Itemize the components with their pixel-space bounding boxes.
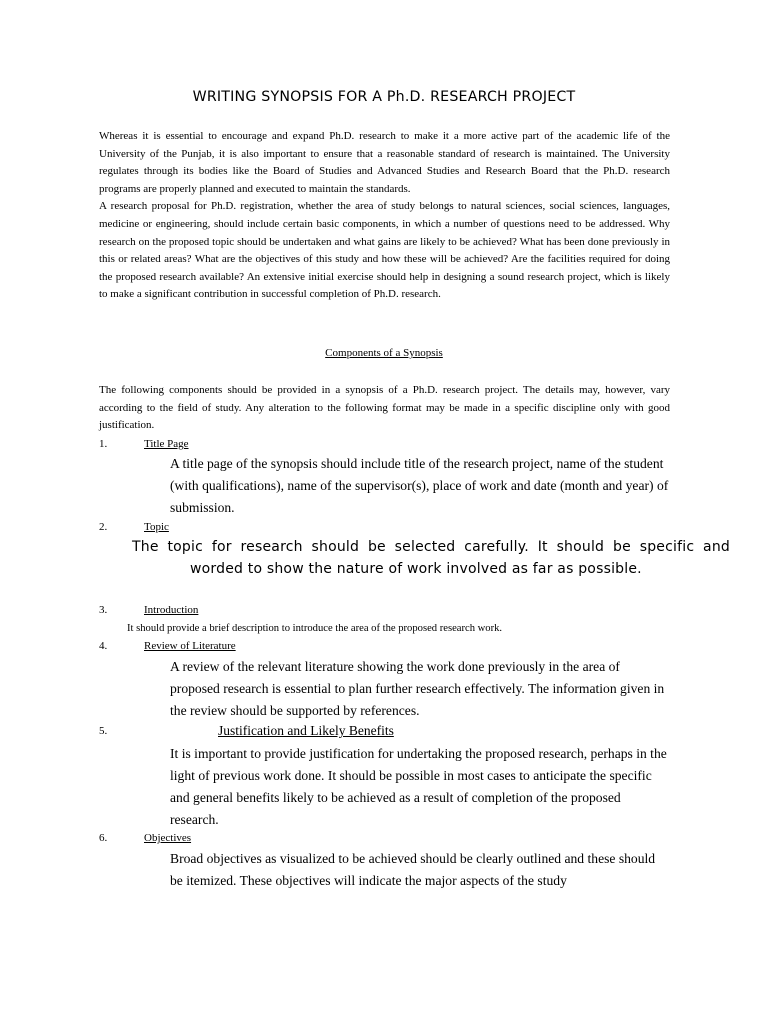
item-label-justification: Justification and Likely Benefits — [218, 723, 394, 738]
item-text-justification: It is important to provide justification for undertaking the proposed research, perhaps in the light of previous work done. It should be possible in most cases to anticipate the specific and general benefits likely to be achieved as a result of completion of the proposed research. — [170, 746, 667, 827]
intro-paragraph-1: Whereas it is essential to encourage and expand Ph.D. research to make it a more active part of the academic life of the University of the Punjab, it is also important to ensure that a reasonable standard of research is maintained. The University regulates through its bodies like the Board of Studies and Advanced Studies and Research Board that the Ph.D. research programs are properly planned and executed to maintain the standards. — [99, 130, 670, 195]
intro-section — [99, 128, 670, 304]
intro-paragraph-2: A research proposal for Ph.D. registration, whether the area of study belongs to natural sciences, social sciences, languages, medicine or engineering, should include certain basic components, in which a number of questions need to be addressed. Why research on the proposed topic should be undertaken and what gains are likely to be achieved? What has been done previously in this or related areas? What are the objectives of this study and how these will be achieved? Are the facilities required for doing the proposed research available? An extensive initial exercise should help in designing a sound research project, which is likely to make a significant contribution in successful completion of Ph.D. research. — [99, 200, 670, 301]
components-intro: The following components should be provided in a synopsis of a Ph.D. research project. The details may, however, vary according to the field of study. Any alteration to the following format may be made in a specific discipline only with good justification. — [99, 384, 670, 431]
item-label-objectives: Objectives — [144, 832, 192, 844]
item-label-title-page: Title Page — [144, 438, 189, 450]
item-label-review-of-literature: Review of Literature — [144, 640, 236, 652]
item-number: 5. — [99, 725, 108, 737]
item-text-title-page: A title page of the synopsis should include title of the research project, name of the student (with qualifications), name of the supervisor(s), place of work and date (month and year) of submission. — [170, 456, 669, 515]
item-label-introduction: Introduction — [144, 604, 199, 616]
item-label-topic: Topic — [144, 521, 169, 533]
item-text-review-of-literature: A review of the relevant literature showing the work done previously in the area of proposed research is essential to plan further research effectively. The information given in the review should be supported by references. — [170, 659, 665, 718]
item-number: 3. — [99, 604, 108, 616]
item-number: 1. — [99, 438, 108, 450]
components-heading: Components of a Synopsis — [325, 347, 443, 359]
item-number: 6. — [99, 832, 108, 844]
item-text-topic: The topic for research should be selected carefully. It should be specific and worded to show the nature of work involved as far as possible. — [132, 539, 730, 577]
document-title: WRITING SYNOPSIS FOR A Ph.D. RESEARCH PROJECT — [192, 89, 576, 105]
item-text-introduction: It should provide a brief description to introduce the area of the proposed research work. — [127, 623, 503, 634]
item-number: 2. — [99, 521, 108, 533]
item-text-objectives: Broad objectives as visualized to be achieved should be clearly outlined and these should be itemized. These objectives will indicate the major aspects of the study — [170, 851, 656, 888]
item-number: 4. — [99, 640, 108, 652]
